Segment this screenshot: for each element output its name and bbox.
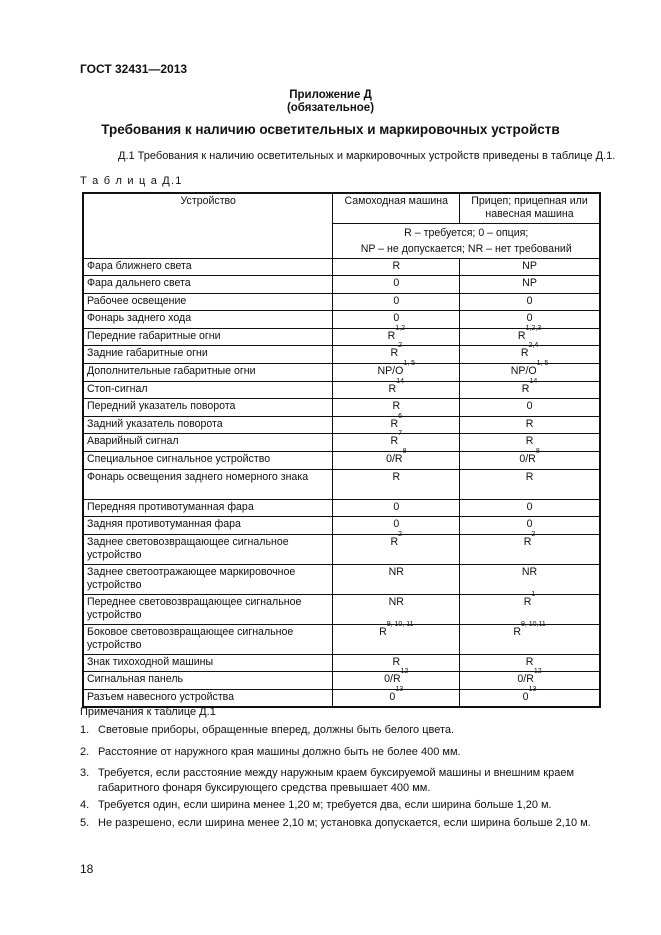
requirement-code: R (390, 417, 399, 430)
trailer-requirement (460, 620, 600, 654)
self-requirement (333, 342, 460, 364)
trailer-requirement (460, 377, 600, 399)
self-requirement (333, 686, 460, 708)
header-device: Устройство (83, 193, 333, 258)
requirement-code: R (388, 382, 397, 395)
requirement-code: R (523, 595, 532, 608)
notes-title: Примечания к таблице Д.1 (80, 706, 216, 718)
trailer-requirement (460, 469, 600, 499)
footnote-ref: 2 (398, 342, 403, 350)
table-row (83, 594, 600, 624)
footnote-ref: 13 (395, 686, 404, 693)
device-name: Передний указатель поворота (83, 399, 333, 417)
requirement-code: R (390, 347, 399, 360)
requirement-code: 0/R (519, 453, 536, 466)
trailer-requirement (460, 654, 600, 672)
footnote-ref: 12 (533, 668, 542, 676)
requirement-code: NR (521, 565, 538, 578)
requirement-code: R (392, 259, 401, 272)
note-text: Требуется один, если ширина менее 1,20 м; требуется два, если ширина больше 1,20 м. (98, 799, 552, 811)
section-title: Требования к наличию осветительных и маркировочных устройств (101, 122, 560, 137)
table-row (83, 416, 600, 434)
self-requirement (333, 594, 460, 624)
requirement-code: R (513, 625, 521, 638)
table-row (83, 534, 600, 564)
device-name: Передние габаритные огни (83, 328, 333, 346)
self-requirement (333, 517, 460, 535)
device-name: Дополнительные габаритные огни (83, 364, 333, 382)
footnote-ref: 1, 5 (536, 360, 549, 368)
page-number: 18 (80, 862, 94, 876)
requirement-code: R (390, 435, 399, 448)
note-number: 1. (80, 724, 90, 736)
requirement-code: 0 (526, 400, 533, 413)
intro-paragraph: Д.1 Требования к наличию осветительных и маркировочных устройств приведены в таблице Д.1. (118, 150, 616, 162)
table-row (83, 293, 600, 311)
note-text: Не разрешено, если ширина менее 2,10 м; установка допускается, если ширина больше 2,10 м. (98, 817, 591, 829)
requirement-code: 0 (393, 312, 400, 325)
note-number: 5. (80, 817, 90, 829)
self-requirement (333, 399, 460, 417)
table-row (83, 311, 600, 329)
requirement-code: R (392, 470, 401, 483)
table-row (83, 346, 600, 364)
footnote-ref: 13 (528, 686, 537, 693)
footnote-ref: 14 (529, 377, 538, 385)
trailer-requirement (460, 434, 600, 452)
requirement-code: 0/R (386, 453, 403, 466)
requirement-code: R (392, 400, 401, 413)
requirement-code: NP (522, 259, 537, 272)
footnote-ref: 7 (398, 430, 403, 438)
device-name: Заднее светоотражающее маркировочное устройство (83, 564, 333, 594)
table-row (83, 672, 600, 690)
note-text: Расстояние от наружного края машины должно быть не более 400 мм. (98, 746, 461, 758)
table-row (83, 258, 600, 276)
note-number: 4. (80, 799, 90, 811)
requirement-code: R (525, 470, 534, 483)
device-name: Фонарь освещения заднего номерного знака (83, 469, 333, 499)
table-row (83, 654, 600, 672)
self-requirement (333, 530, 460, 564)
requirement-code: R (525, 435, 534, 448)
trailer-requirement (460, 293, 600, 311)
table-row (83, 517, 600, 535)
table-row (83, 469, 600, 499)
requirement-code: R (517, 329, 526, 342)
table-row (83, 364, 600, 382)
table-row (83, 624, 600, 654)
trailer-requirement (460, 499, 600, 517)
trailer-requirement (460, 590, 600, 624)
requirement-code: 0 (393, 277, 400, 290)
self-requirement (333, 620, 460, 654)
device-name: Фара дальнего света (83, 276, 333, 294)
device-name: Знак тихоходной машины (83, 654, 333, 672)
note-text: Требуется, если расстояние между наружным краем буксируемой машины и внешним краем габаритного фонаря буксирующего средства превышает 400 мм. (98, 767, 575, 794)
appendix-status: (обязательное) (286, 102, 375, 114)
requirement-code: 0/R (517, 673, 534, 686)
footnote-ref: 12 (400, 668, 409, 676)
requirement-code: 0 (526, 312, 533, 325)
requirement-code: 0 (393, 500, 400, 513)
note-text: Световые приборы, обращенные вперед, должны быть белого цвета. (98, 724, 455, 736)
legend-cell (333, 223, 600, 258)
note-item (80, 723, 610, 738)
self-requirement (333, 430, 460, 452)
table-row (83, 276, 600, 294)
self-requirement (333, 258, 460, 276)
device-name: Передняя противотуманная фара (83, 499, 333, 517)
table-row (83, 399, 600, 417)
footnote-ref: 1,2 (395, 324, 405, 332)
requirement-code: R (387, 329, 396, 342)
note-item (80, 766, 610, 796)
device-name: Задний указатель поворота (83, 416, 333, 434)
device-name: Фонарь заднего хода (83, 311, 333, 329)
footnote-ref: 2 (398, 530, 403, 538)
self-requirement (333, 276, 460, 294)
note-number: 2. (80, 746, 90, 758)
footnote-ref: 1,2,3 (525, 324, 542, 332)
requirement-code: 0 (526, 500, 533, 513)
self-requirement (333, 293, 460, 311)
footnote-ref: 1, 5 (403, 360, 416, 368)
footnote-ref: 6 (398, 412, 403, 420)
self-requirement (333, 469, 460, 499)
table-row (83, 452, 600, 470)
trailer-requirement (460, 564, 600, 594)
table-row (83, 564, 600, 594)
footnote-ref: 1 (531, 590, 536, 598)
self-requirement (333, 412, 460, 434)
trailer-requirement (460, 416, 600, 434)
trailer-requirement (460, 399, 600, 417)
trailer-requirement (460, 276, 600, 294)
requirement-code: 0 (526, 518, 533, 531)
footnote-ref: 2 (531, 530, 536, 538)
requirement-code: 0/R (384, 673, 401, 686)
requirement-code: NP/O (510, 365, 537, 378)
requirement-code: NP/O (377, 365, 404, 378)
requirements-table (82, 192, 601, 708)
device-name: Боковое световозвращающее сигнальное устройство (83, 624, 333, 654)
footnote-ref: 14 (396, 377, 404, 385)
self-requirement (333, 564, 460, 594)
requirement-code: NP (522, 277, 537, 290)
device-name: Заднее световозвращающее сигнальное устройство (83, 534, 333, 564)
requirement-code: R (392, 655, 401, 668)
device-name: Аварийный сигнал (83, 434, 333, 452)
requirement-code: R (525, 655, 534, 668)
requirement-code: 0 (393, 518, 400, 531)
device-name: Переднее световозвращающее сигнальное устройство (83, 594, 333, 624)
appendix-title: Приложение Д (289, 89, 372, 101)
document-header: ГОСТ 32431—2013 (80, 62, 188, 76)
device-name: Стоп-сигнал (83, 381, 333, 399)
device-name: Фара ближнего света (83, 258, 333, 276)
requirement-code: R (523, 535, 532, 548)
requirement-code: 0 (393, 294, 400, 307)
device-name: Рабочее освещение (83, 293, 333, 311)
device-name: Задняя противотуманная фара (83, 517, 333, 535)
requirement-code: NR (388, 595, 404, 608)
requirement-code: NR (388, 565, 404, 578)
table-row (83, 328, 600, 346)
header-self-propelled: Самоходная машина (333, 193, 460, 223)
table-row (83, 690, 600, 708)
self-requirement (333, 377, 460, 399)
table-row (83, 434, 600, 452)
note-item (80, 816, 610, 831)
trailer-requirement (460, 342, 600, 364)
footnote-ref: 2,4 (528, 342, 539, 350)
footnote-ref: 9, 10, 11 (386, 620, 414, 628)
table-row (83, 381, 600, 399)
device-name: Сигнальная панель (83, 672, 333, 690)
requirement-code: R (379, 625, 387, 638)
requirement-code: R (521, 382, 530, 395)
footnote-ref: 8 (402, 448, 407, 456)
note-item (80, 798, 610, 813)
requirement-code: 0 (522, 691, 529, 703)
self-requirement (333, 448, 460, 470)
legend-line-1: R – требуется; 0 – опция; (404, 226, 529, 239)
requirement-code: R (390, 535, 399, 548)
requirement-code: 0 (526, 294, 533, 307)
table-row (83, 499, 600, 517)
note-item (80, 745, 610, 760)
requirement-code: R (520, 347, 529, 360)
trailer-requirement (460, 448, 600, 470)
requirement-code: R (525, 417, 534, 430)
table-caption: Т а б л и ц а Д.1 (80, 175, 183, 187)
header-trailer: Прицеп; прицепная или навесная машина (460, 193, 600, 223)
device-name: Задние габаритные огни (83, 346, 333, 364)
footnote-ref: 8 (535, 448, 540, 456)
device-name: Разъем навесного устройства (83, 690, 333, 708)
note-number: 3. (80, 767, 90, 779)
trailer-requirement (460, 258, 600, 276)
requirement-code: 0 (389, 691, 396, 703)
trailer-requirement (460, 530, 600, 564)
legend-line-2: NP – не допускается; NR – нет требований (360, 242, 572, 255)
trailer-requirement (460, 517, 600, 535)
self-requirement (333, 499, 460, 517)
footnote-ref: 9, 10,11 (520, 620, 546, 628)
self-requirement (333, 324, 460, 346)
self-requirement (333, 654, 460, 672)
trailer-requirement (460, 686, 600, 708)
device-name: Специальное сигнальное устройство (83, 452, 333, 470)
